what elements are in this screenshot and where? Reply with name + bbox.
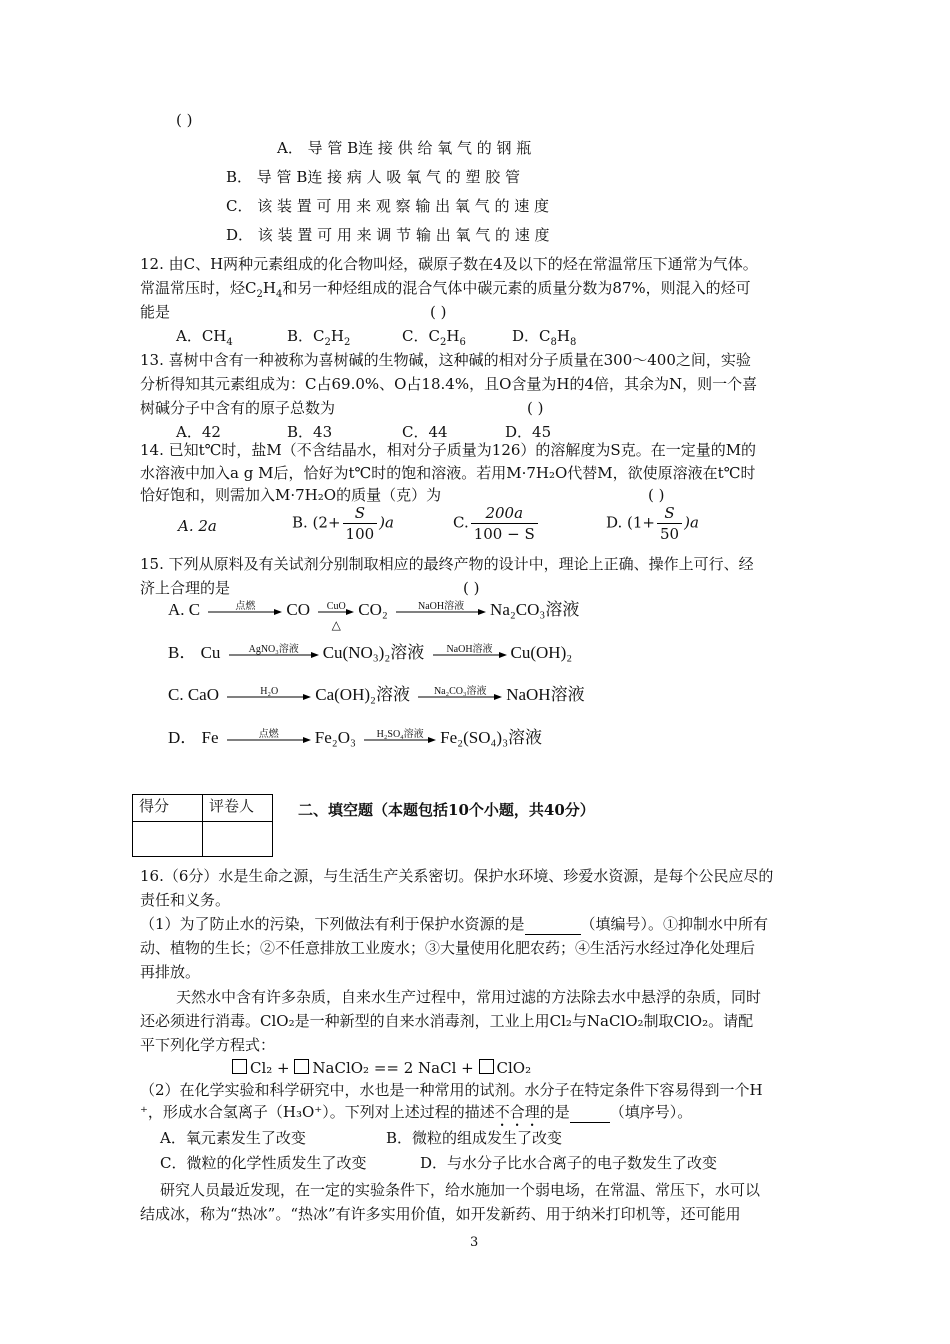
q16-para4-line2: 结成冰，称为“热冰”。“热冰”有许多实用价值，如开发新药、用于纳米打印机等，还可能用 — [140, 1205, 741, 1223]
q15-line2: 济上合理的是 — [140, 579, 231, 597]
q12-option-b: B．$C_2H_2$ — [287, 327, 351, 348]
q16-line5: 再排放。 — [140, 963, 201, 981]
q12-option-a: A．$CH_4$ — [176, 327, 233, 348]
q12-line1: 12. 由C、H两种元素组成的化合物叫烃，碳原子数在4及以下的烃在常温常压下通常为气体。 — [140, 255, 758, 273]
q14-option-c: C. $\frac{200a}{100 - S}$ — [453, 503, 540, 544]
q15-bracket: ( ) — [463, 579, 480, 597]
reaction-arrow: H₂O — [227, 686, 311, 706]
q15-option-b: B． Cu AgNO₃溶液 Cu(NO₃)₂溶液 NaOH溶液 Cu(OH)₂ — [168, 643, 572, 664]
q12-line2: 常温常压时，烃$C_2H_4$和另一种烃组成的混合气体中碳元素的质量分数为87%，则混入的烃可 — [140, 279, 751, 300]
score-header: 得分 — [133, 795, 203, 822]
emphasis-text: 不合理 — [494, 1103, 540, 1121]
q16-para3-line1: （2）在化学实验和科学研究中，水也是一种常用的试剂。水分子在特定条件下容易得到一个H — [140, 1081, 763, 1099]
q11-option-b: B． 导 管 B连 接 病 人 吸 氧 气 的 塑 胶 管 — [226, 168, 521, 186]
section-title: 二、填空题（本题包括10个小题，共40分） — [298, 801, 595, 819]
score-table — [132, 794, 273, 857]
q15-option-a: A. C 点燃 CO CuO △ CO₂ NaOH溶液 Na₂CO₃溶液 — [168, 600, 580, 633]
q14-option-d: D. (1+ $\frac{S}{50}$ )a — [606, 504, 699, 543]
q14-option-a: A. 2a — [178, 517, 217, 535]
q16-para4-line1: 研究人员最近发现，在一定的实验条件下，给水施加一个弱电场，在常温、常压下，水可以 — [160, 1181, 761, 1199]
q16-para2-line2: 还必须进行消毒。ClO₂是一种新型的自来水消毒剂，工业上用Cl₂与NaClO₂制取ClO₂。请配 — [140, 1012, 754, 1030]
q14-line1: 14. 已知t℃时，盐M（不含结晶水，相对分子质量为126）的溶解度为S克。在一定量的M的 — [140, 441, 757, 459]
q15-line1: 15. 下列从原料及有关试剂分别制取相应的最终产物的设计中，理论上正确、操作上可行、经 — [140, 555, 754, 573]
q13-option-c: C．44 — [402, 423, 448, 441]
q16-option-b: B．微粒的组成发生了改变 — [386, 1129, 563, 1147]
coefficient-box[interactable] — [294, 1059, 309, 1074]
coefficient-box[interactable] — [479, 1059, 494, 1074]
grader-header: 评卷人 — [203, 795, 273, 822]
q11-bracket: ( ) — [176, 111, 193, 129]
reaction-arrow: AgNO₃溶液 — [229, 644, 319, 664]
q16-para2-line1: 天然水中含有许多杂质，自来水生产过程中，常用过滤的方法除去水中悬浮的杂质，同时 — [176, 988, 762, 1006]
q16-equation: Cl₂ + NaClO₂ == 2 NaCl + ClO₂ — [232, 1058, 531, 1078]
reaction-arrow: Na₂CO₃溶液 — [418, 686, 502, 706]
q13-option-d: D．45 — [505, 423, 552, 441]
q12-line3: 能是 — [140, 303, 171, 321]
answer-blank[interactable] — [570, 1102, 610, 1123]
q14-line3: 恰好饱和，则需加入M·7H₂O的质量（克）为 — [140, 486, 442, 504]
q12-option-d: D．$C_8H_8$ — [512, 327, 577, 348]
coefficient-box[interactable] — [232, 1059, 247, 1074]
reaction-arrow: NaOH溶液 — [396, 601, 486, 621]
score-cell[interactable] — [133, 822, 203, 857]
q16-line3: （1）为了防止水的污染，下列做法有利于保护水资源的是 （填编号）。①抑制水中所有 — [140, 915, 769, 933]
q11-option-d: D． 该 装 置 可 用 来 调 节 输 出 氧 气 的 速 度 — [226, 226, 550, 244]
q14-line2: 水溶液中加入a g M后，恰好为t℃时的饱和溶液。若用M·7H₂O代替M，欲使原溶液在t℃时 — [140, 464, 756, 482]
q14-c-numerator: 200a — [471, 503, 538, 524]
reaction-arrow: CuO △ — [318, 601, 354, 621]
q16-line1: 16.（6分）水是生命之源，与生活生产关系密切。保护水环境、珍爱水资源，是每个公民应尽的 — [140, 867, 774, 885]
q16-line2: 责任和义务。 — [140, 891, 231, 909]
reaction-arrow: 点燃 — [208, 601, 282, 621]
q14-d-denominator: 50 — [660, 525, 680, 543]
q14-option-b: B. (2+ $\frac{S}{100}$ )a — [292, 504, 394, 543]
reaction-arrow: H₂SO₄溶液 — [364, 729, 436, 749]
q15-option-c: C. CaO H₂O Ca(OH)₂溶液 Na₂CO₃溶液 NaOH溶液 — [168, 685, 585, 706]
q11-option-a: A． 导 管 B连 接 供 给 氧 气 的 钢 瓶 — [277, 139, 532, 157]
q12-bracket: ( ) — [430, 303, 447, 321]
q15-option-d: D． Fe 点燃 Fe₂O₃ H₂SO₄溶液 Fe₂(SO₄)₃溶液 — [168, 728, 542, 749]
q16-option-c: C．微粒的化学性质发生了改变 — [160, 1154, 367, 1172]
q13-line2: 分析得知其元素组成为：C占69.0%、O占18.4%，且O含量为H的4倍，其余为N，则一个喜 — [140, 375, 758, 393]
reaction-arrow: 点燃 — [227, 729, 311, 749]
grader-cell[interactable] — [203, 822, 273, 857]
q13-option-a: A．42 — [176, 423, 221, 441]
q12-option-c: C．$C_2H_6$ — [402, 327, 466, 348]
q11-option-c: C． 该 装 置 可 用 来 观 察 输 出 氧 气 的 速 度 — [226, 197, 549, 215]
q14-c-denominator: 100 − S — [473, 525, 535, 543]
q16-line4: 动、植物的生长；②不任意排放工业废水；③大量使用化肥农药；④生活污水经过净化处理后 — [140, 939, 756, 957]
reaction-arrow: NaOH溶液 — [433, 644, 507, 664]
q16-para3-line2: ⁺，形成水合氢离子（H₃O⁺）。下列对上述过程的描述不合理的是 （填序号）。 — [140, 1103, 693, 1121]
q13-line1: 13. 喜树中含有一种被称为喜树碱的生物碱，这种碱的相对分子质量在300～400之间，实验 — [140, 351, 751, 369]
q13-line3: 树碱分子中含有的原子总数为 — [140, 399, 336, 417]
q14-b-numerator: S — [343, 503, 378, 524]
q16-para2-line3: 平下列化学方程式： — [140, 1036, 276, 1054]
q14-bracket: ( ) — [648, 486, 665, 504]
q14-d-numerator: S — [657, 503, 682, 524]
q14-b-denominator: 100 — [345, 525, 375, 543]
answer-blank[interactable] — [525, 914, 581, 935]
q13-bracket: ( ) — [527, 399, 544, 417]
q13-option-b: B．43 — [287, 423, 333, 441]
q16-option-d: D．与水分子比水合离子的电子数发生了改变 — [420, 1154, 718, 1172]
page-number: 3 — [470, 1235, 479, 1250]
q16-option-a: A．氧元素发生了改变 — [160, 1129, 306, 1147]
